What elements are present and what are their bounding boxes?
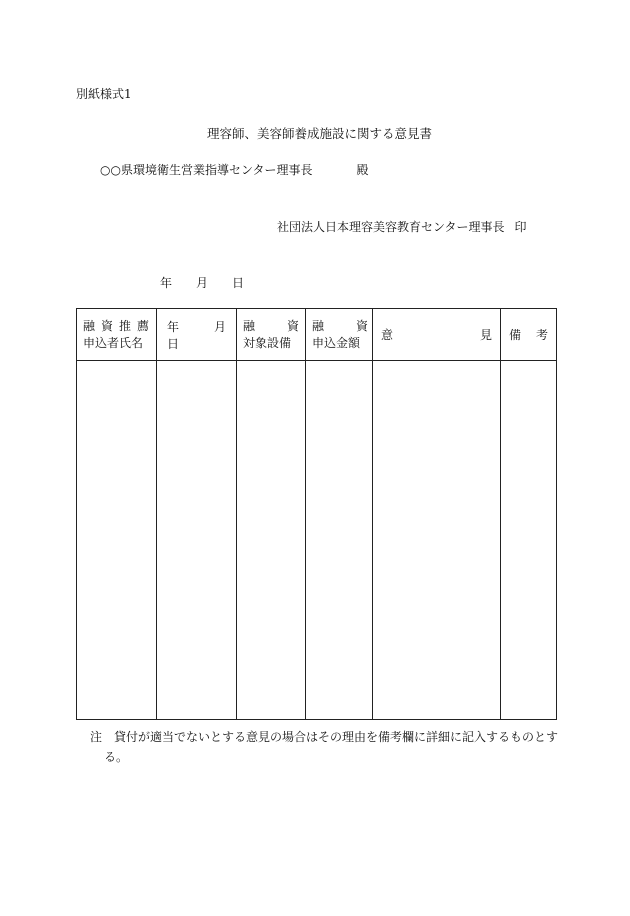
header-remarks: 備 考 — [501, 309, 557, 361]
cell-opinion[interactable] — [373, 361, 501, 720]
header-applicant — [77, 309, 157, 361]
table-row — [77, 361, 557, 720]
document-title: 理容師、美容師養成施設に関する意見書 — [207, 126, 433, 141]
header-opinion-left: 意 — [381, 328, 394, 342]
opinion-table — [76, 308, 557, 720]
date-line — [160, 274, 244, 291]
footnote-line2: る。 — [104, 750, 129, 764]
header-equipment-line1: 融 資 — [243, 318, 299, 333]
date-year-label: 年 — [160, 276, 173, 290]
header-date: 年 月 日 — [157, 309, 237, 361]
header-opinion — [373, 309, 501, 361]
header-applicant-line1: 融資推薦 — [83, 318, 149, 333]
header-applicant-line2: 申込者氏名 — [83, 335, 144, 350]
cell-applicant[interactable] — [77, 361, 157, 720]
header-equipment — [237, 309, 306, 361]
addressee-name: ○○県環境衛生営業指導センター理事長 — [100, 163, 313, 177]
header-amount — [306, 309, 373, 361]
footnote-line1: 注 貸付が適当でないとする意見の場合はその理由を備考欄に詳細に記入するものとす — [90, 730, 559, 744]
date-month-label: 月 — [196, 276, 209, 290]
seal-mark: 印 — [514, 220, 527, 234]
cell-amount[interactable] — [306, 361, 373, 720]
date-day-label: 日 — [232, 276, 245, 290]
header-opinion-right: 見 — [479, 328, 492, 342]
header-amount-line1: 融 資 — [312, 318, 368, 333]
cell-date[interactable] — [157, 361, 237, 720]
header-equipment-line2: 対象設備 — [243, 335, 292, 350]
issuer — [277, 218, 527, 235]
cell-remarks[interactable] — [501, 361, 557, 720]
cell-equipment[interactable] — [237, 361, 306, 720]
table-header-row — [77, 309, 557, 361]
addressee — [100, 161, 368, 178]
form-number: 別紙様式1 — [76, 87, 132, 101]
footnote — [90, 727, 558, 767]
issuer-name: 社団法人日本理容美容教育センター理事長 — [277, 220, 505, 234]
header-amount-line2: 申込金額 — [312, 335, 361, 350]
addressee-honorific: 殿 — [356, 163, 369, 177]
